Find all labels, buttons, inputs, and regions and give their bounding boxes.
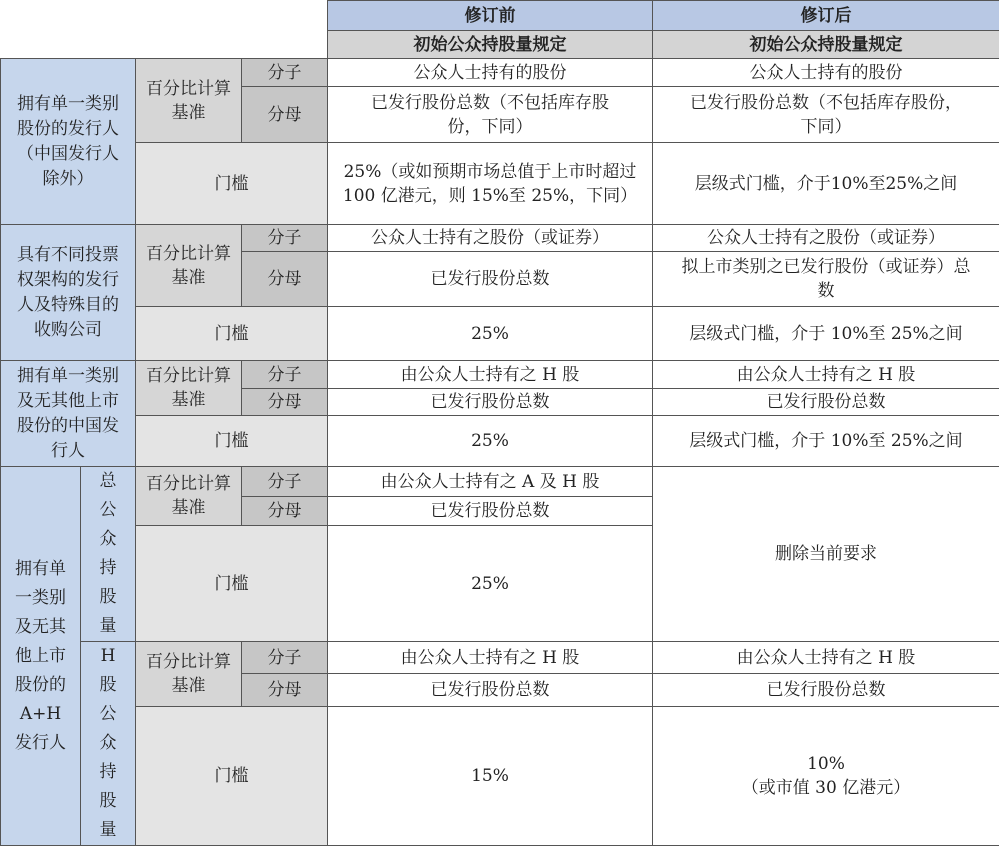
threshold-label: 门槛 xyxy=(136,526,328,642)
threshold-after: 层级式门槛，介于 10%至 25%之间 xyxy=(653,416,999,467)
denominator-after: 已发行股份总数 xyxy=(653,674,999,706)
threshold-label: 门槛 xyxy=(136,307,328,361)
denominator-after: 拟上市类别之已发行股份（或证券）总数 xyxy=(653,252,999,307)
numerator-label: 分子 xyxy=(242,225,328,252)
subheader-after: 初始公众持股量规定 xyxy=(653,31,999,59)
subheader-before: 初始公众持股量规定 xyxy=(328,31,653,59)
numerator-after: 由公众人士持有之 H 股 xyxy=(653,361,999,389)
threshold-after: 层级式门槛，介于10%至25%之间 xyxy=(653,143,999,225)
threshold-after: 层级式门槛，介于 10%至 25%之间 xyxy=(653,307,999,361)
denominator-before: 已发行股份总数 xyxy=(328,497,653,526)
header-after: 修订后 xyxy=(653,1,999,31)
denominator-label: 分母 xyxy=(242,87,328,143)
subcategory-h-float: H股公众持股量 xyxy=(81,642,136,846)
denominator-label: 分母 xyxy=(242,389,328,416)
subcategory-total-float: 总公众持股量 xyxy=(81,467,136,642)
numerator-before: 公众人士持有的股份 xyxy=(328,59,653,87)
threshold-before: 25%（或如预期市场总值于上市时超过 100 亿港元，则 15%至 25%，下同） xyxy=(328,143,653,225)
numerator-label: 分子 xyxy=(242,361,328,389)
denominator-label: 分母 xyxy=(242,674,328,706)
denominator-label: 分母 xyxy=(242,252,328,307)
threshold-after-line2: （或市值 30 亿港元） xyxy=(657,776,995,800)
denominator-label: 分母 xyxy=(242,497,328,526)
numerator-before: 由公众人士持有之 H 股 xyxy=(328,361,653,389)
category-3: 拥有单一类别及无其他上市股份的中国发行人 xyxy=(1,361,136,467)
pct-basis-label: 百分比计算基准 xyxy=(136,59,242,143)
numerator-before: 由公众人士持有之 H 股 xyxy=(328,642,653,674)
threshold-label: 门槛 xyxy=(136,143,328,225)
numerator-after: 公众人士持有的股份 xyxy=(653,59,999,87)
numerator-before: 由公众人士持有之 A 及 H 股 xyxy=(328,467,653,497)
denominator-before: 已发行股份总数 xyxy=(328,252,653,307)
numerator-after: 由公众人士持有之 H 股 xyxy=(653,642,999,674)
numerator-after: 公众人士持有之股份（或证券） xyxy=(653,225,999,252)
corner-blank xyxy=(1,1,328,59)
denominator-before: 已发行股份总数（不包括库存股份，下同） xyxy=(328,87,653,143)
threshold-label: 门槛 xyxy=(136,416,328,467)
numerator-before: 公众人士持有之股份（或证券） xyxy=(328,225,653,252)
removed-requirement: 删除当前要求 xyxy=(653,467,999,642)
pct-basis-label: 百分比计算基准 xyxy=(136,642,242,707)
denominator-before: 已发行股份总数 xyxy=(328,389,653,416)
threshold-before: 25% xyxy=(328,307,653,361)
numerator-label: 分子 xyxy=(242,467,328,497)
header-before: 修订前 xyxy=(328,1,653,31)
category-1: 拥有单一类别股份的发行人（中国发行人除外） xyxy=(1,59,136,225)
numerator-label: 分子 xyxy=(242,642,328,674)
category-4: 拥有单一类别及无其他上市股份的A+H发行人 xyxy=(1,467,81,846)
threshold-before: 15% xyxy=(328,706,653,845)
denominator-after: 已发行股份总数 xyxy=(653,389,999,416)
threshold-after xyxy=(653,706,999,845)
denominator-before: 已发行股份总数 xyxy=(328,674,653,706)
category-2: 具有不同投票权架构的发行人及特殊目的收购公司 xyxy=(1,225,136,361)
pct-basis-label: 百分比计算基准 xyxy=(136,225,242,307)
threshold-after-line1: 10% xyxy=(657,752,995,776)
pct-basis-label: 百分比计算基准 xyxy=(136,361,242,416)
denominator-after: 已发行股份总数（不包括库存股份，下同） xyxy=(653,87,999,143)
numerator-label: 分子 xyxy=(242,59,328,87)
threshold-before: 25% xyxy=(328,526,653,642)
pct-basis-label: 百分比计算基准 xyxy=(136,467,242,526)
threshold-label: 门槛 xyxy=(136,706,328,845)
threshold-before: 25% xyxy=(328,416,653,467)
